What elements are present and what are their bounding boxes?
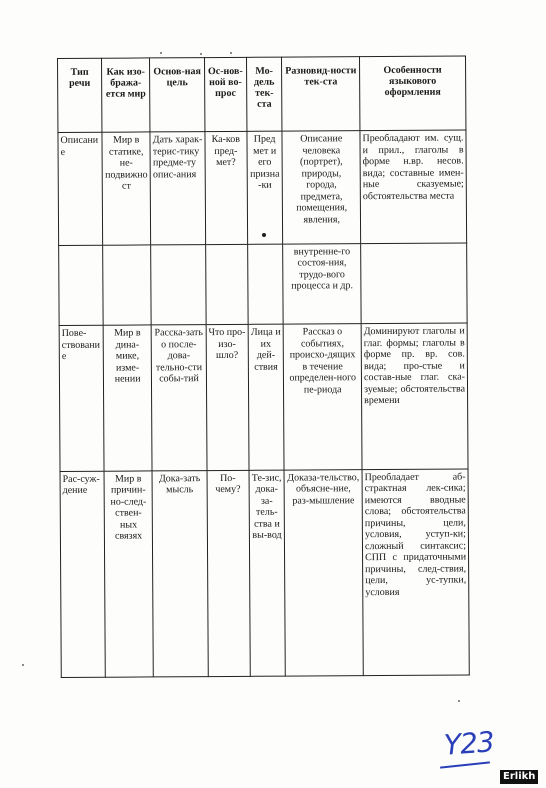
handwritten-page-number: Y23 — [442, 725, 495, 762]
table-row-description — [58, 130, 467, 245]
cell-features: Доминируют глаголы и глаг. формы; глаголы в форме пр. вр. сов. вида; про-стые и состав-ные глаг. ска-зуемые; обстоятельства времени — [361, 323, 468, 469]
cell-model: Те-зис, дока-за-тель-ства и вы-вод — [249, 470, 286, 676]
cell-question: По-чему? — [207, 470, 250, 676]
cell-model — [247, 244, 283, 325]
speech-types-table — [57, 56, 470, 678]
header-world-depiction: Как изо-бража-ется мир — [102, 58, 151, 133]
table-row-description-continued — [59, 243, 467, 326]
cell-goal: Дать харак-терис-тику предме-ту опис-ания — [150, 132, 205, 245]
scan-speck — [22, 664, 24, 666]
cell-varieties: Описание человека (портрет), природы, города, предмета, помещения, явления, — [282, 131, 360, 244]
cell-model: Лица и их дей-ствия — [248, 324, 285, 470]
cell-varieties: внутренне-го состоя-ния, трудо-вого процесса и др. — [283, 244, 361, 325]
cell-features — [361, 243, 467, 324]
cell-goal: Дока-зать мысль — [152, 471, 208, 677]
cell-world: Мир в статике, не-подвижност — [102, 132, 151, 245]
scan-speck — [230, 52, 232, 54]
header-main-goal: Основ-ная цель — [150, 58, 205, 133]
cell-type — [59, 245, 104, 326]
cell-goal — [151, 244, 206, 325]
cell-question: Что про-изо-шло? — [206, 325, 249, 471]
header-language-features: Особенности языкового оформления — [360, 56, 466, 131]
cell-world — [103, 245, 152, 326]
cell-question — [205, 244, 247, 325]
cell-world: Мир в дина-мике, изме-нении — [103, 325, 152, 471]
cell-features: Преобладает аб-страктная лек-сика; имеются вводные слова; обстоятельства причины, цели, условия, уступ-ки; сложный синтаксис; СПП с придаточными причины, след-ствия, цели, ус-тупки, условия — [362, 469, 469, 676]
header-text-varieties: Разновид-ности тек-ста — [282, 57, 360, 132]
cell-type: Описание — [58, 133, 103, 246]
cell-varieties: Рассказ о событиях, происхо-дящих в течение определен-ного пе-риода — [284, 324, 362, 470]
cell-question: Ка-ков пред-мет? — [205, 132, 248, 245]
cell-model: Пред мет и его призна-ки — [247, 131, 283, 244]
header-text-model: Мо-дель тек-ста — [246, 57, 282, 132]
cell-type: Рас-суж-дение — [60, 471, 105, 677]
scan-speck — [160, 52, 162, 54]
scan-speck — [458, 700, 460, 702]
table-row-narration — [59, 323, 468, 471]
scan-speck — [200, 53, 202, 55]
cell-type: Пове-ствование — [59, 325, 104, 471]
cell-world: Мир в причин-но-след-ствен-ных связях — [104, 471, 153, 677]
cell-goal: Расска-зать о после-дова-тельно-сти собы-тий — [151, 325, 206, 471]
ink-dot — [262, 233, 266, 237]
header-speech-type: Тип речи — [58, 58, 103, 133]
scanner-stamp: Erlikh — [500, 770, 538, 784]
cell-varieties: Доказа-тельство, объясне-ние, раз-мышление — [284, 470, 363, 677]
page-number-underline — [440, 761, 490, 768]
table-row-reasoning — [60, 469, 469, 678]
header-main-question: Ос-нов-ной во-прос — [204, 57, 246, 132]
cell-features: Преобладают им. сущ. и прил., глаголы в форме н.вр. несов. вида; составные имен-ные сказуемые; обстоятельства места — [360, 130, 467, 243]
header-row — [58, 56, 466, 133]
